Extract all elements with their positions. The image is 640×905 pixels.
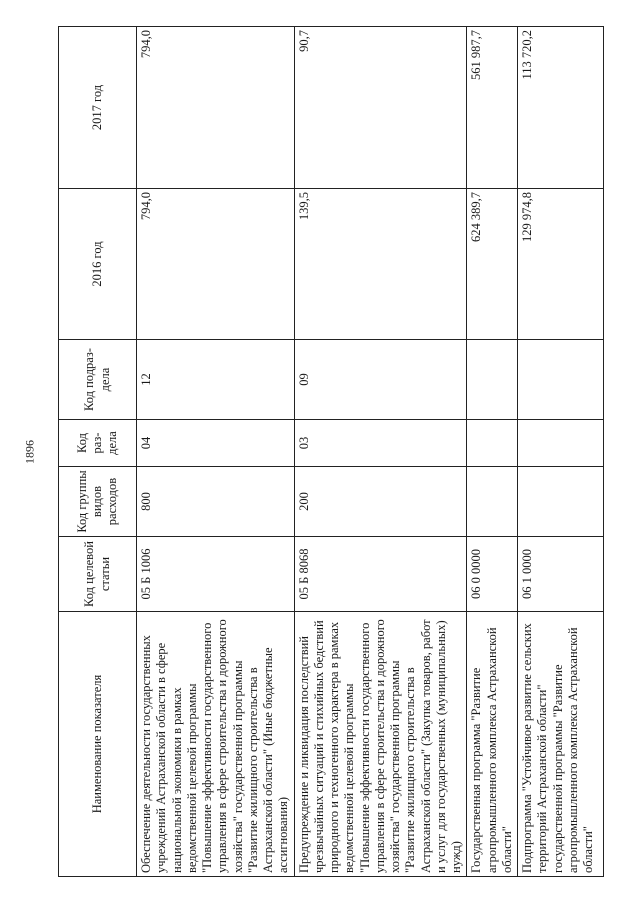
page-number: 1896 xyxy=(22,440,37,464)
row-group-code: 200 xyxy=(294,467,467,537)
row-2017-value: 113 720,2 xyxy=(518,27,604,189)
row-section-code xyxy=(518,420,604,467)
table-row xyxy=(294,27,467,877)
row-target-code: 05 Б 8068 xyxy=(294,537,467,612)
header-2017: 2017 год xyxy=(59,27,137,189)
table-row xyxy=(467,27,518,877)
row-2017-value: 794,0 xyxy=(137,27,295,189)
row-subsection-code: 09 xyxy=(294,340,467,420)
header-name: Наименование показателя xyxy=(59,612,137,877)
row-section-code: 03 xyxy=(294,420,467,467)
header-target-code: Код целевой статьи xyxy=(59,537,137,612)
row-subsection-code: 12 xyxy=(137,340,295,420)
header-subsection-code: Код подраз- дела xyxy=(59,340,137,420)
row-name: Обеспечение деятельности государственных учреждений Астраханской области в сфере национальной экономики в рамках ведомственной целевой программы "Повышение эффективности государственного управления в сфере строительства и дорожного хозяйства" государственной программы "Развитие жилищного строительства в Астраханской области" (Иные бюджетные ассигнования) xyxy=(137,612,295,877)
header-group-code: Код группы видов расходов xyxy=(59,467,137,537)
table-row xyxy=(518,27,604,877)
header-section-code: Код раз- дела xyxy=(59,420,137,467)
row-section-code xyxy=(467,420,518,467)
row-2016-value: 794,0 xyxy=(137,189,295,340)
table-row xyxy=(137,27,295,877)
row-2017-value: 561 987,7 xyxy=(467,27,518,189)
row-2016-value: 139,5 xyxy=(294,189,467,340)
rotated-page-content xyxy=(58,27,595,877)
row-group-code xyxy=(518,467,604,537)
row-group-code: 800 xyxy=(137,467,295,537)
row-subsection-code xyxy=(467,340,518,420)
row-subsection-code xyxy=(518,340,604,420)
row-name: Предупреждение и ликвидация последствий чрезвычайных ситуаций и стихийных бедствий природного и техногенного характера в рамках ведомственной целевой программы "Повышение эффективности государственного управления в сфере строительства и дорожного хозяйства" государственной программы "Развитие жилищного строительства в Астраханской области" (Закупка товаров, работ и услуг для государственных (муниципальных) нужд) xyxy=(294,612,467,877)
header-2016: 2016 год xyxy=(59,189,137,340)
row-2016-value: 129 974,8 xyxy=(518,189,604,340)
row-2017-value: 90,7 xyxy=(294,27,467,189)
row-name: Государственная программа "Развитие агропромышленного комплекса Астраханской области" xyxy=(467,612,518,877)
row-section-code: 04 xyxy=(137,420,295,467)
row-target-code: 06 1 0000 xyxy=(518,537,604,612)
row-target-code: 05 Б 1006 xyxy=(137,537,295,612)
row-2016-value: 624 389,7 xyxy=(467,189,518,340)
budget-table xyxy=(58,26,604,877)
row-name: Подпрограмма "Устойчивое развитие сельских территорий Астраханской области" государственной программы "Развитие агропромышленного комплекса Астраханской области" xyxy=(518,612,604,877)
row-target-code: 06 0 0000 xyxy=(467,537,518,612)
header-row xyxy=(59,27,137,877)
row-group-code xyxy=(467,467,518,537)
